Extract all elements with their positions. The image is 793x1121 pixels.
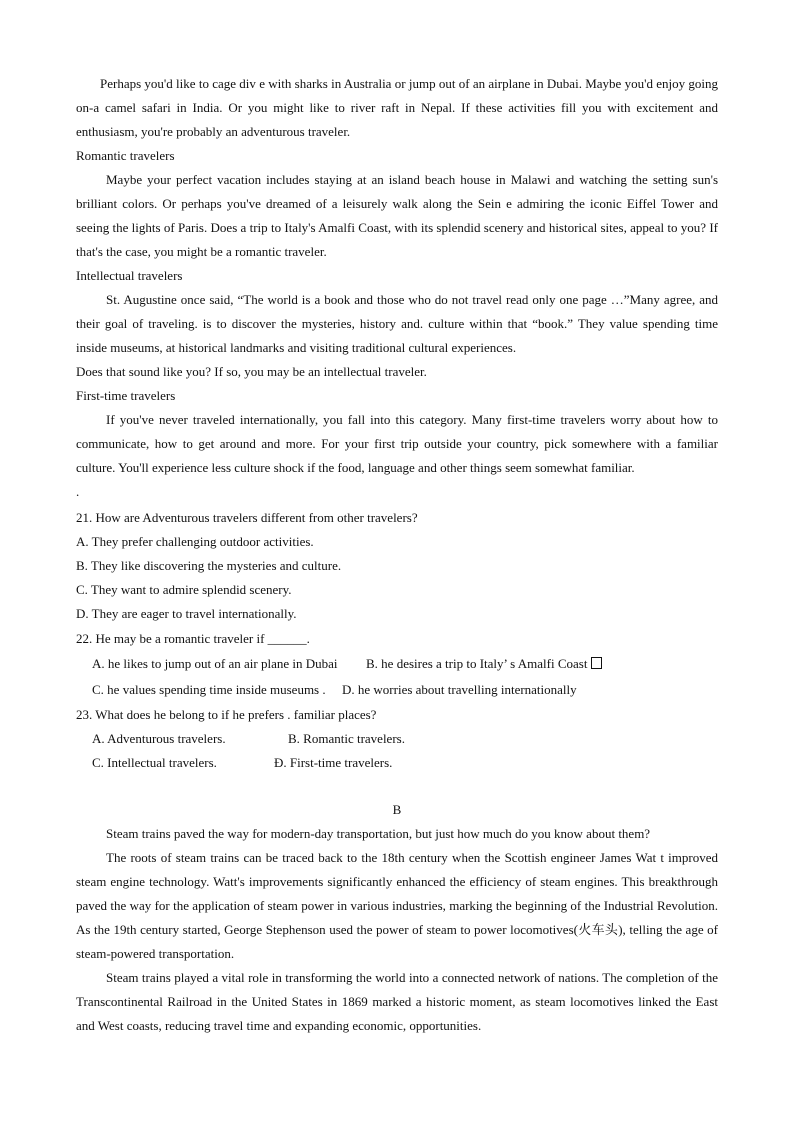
q21-option-c: C. They want to admire splendid scenery.: [76, 582, 292, 597]
q21-option-a: A. They prefer challenging outdoor activities.: [76, 534, 314, 549]
section-b-passage: [76, 798, 718, 1038]
q23-option-a: A. Adventurous travelers.: [92, 731, 226, 746]
question-21: [76, 506, 718, 626]
q22-stem: 22. He may be a romantic traveler if ______.: [76, 631, 310, 646]
q22-option-d: D. he worries about travelling internationally: [342, 682, 577, 697]
intellectual-heading: Intellectual travelers: [76, 268, 183, 283]
q23-stem: 23. What does he belong to if he prefers . familiar places?: [76, 707, 377, 722]
firsttime-heading: First-time travelers: [76, 388, 176, 403]
section-b-label: B: [392, 802, 402, 817]
section-b-paragraph-2: The roots of steam trains can be traced back to the 18th century when the Scottish engineer James Wat t improved steam engine technology. Watt's improvements significantly enhanced the efficiency of steam engines. This breakthrough paved the way for the application of steam power in various industries, marking the beginning of the Industrial Revolution. As the 19th century started, George Stephenson used the power of steam to power locomotives(火车头), telling the age of steam-powered transportation.: [76, 850, 718, 961]
q23-option-d: Đ. First-time travelers.: [274, 755, 393, 770]
firsttime-paragraph: If you've never traveled internationally, you fall into this category. Many first-time travelers worry about how to communicate, how to get around and more. For your first trip outside your country, pick somewhere with a familiar culture. You'll experience less culture shock if the food, language and other things seem somewhat familiar.: [76, 412, 718, 475]
stray-dot: .: [76, 484, 80, 499]
q23-option-b: B. Romantic travelers.: [288, 731, 405, 746]
romantic-heading: Romantic travelers: [76, 148, 175, 163]
q22-option-a: A. he likes to jump out of an air plane in Dubai: [92, 656, 338, 671]
q21-option-b: B. They like discovering the mysteries and culture.: [76, 558, 342, 573]
q21-stem: 21. How are Adventurous travelers different from other travelers?: [76, 510, 418, 525]
question-23: [76, 703, 718, 775]
q22-option-c: C. he values spending time inside museums .: [92, 682, 326, 697]
intro-paragraph: Perhaps you'd like to cage div e with sharks in Australia or jump out of an airplane in Dubai. Maybe you'd enjoy going on-a camel safari in India. Or you might like to river raft in Nepal. If these activities fill you with excitement and enthusiasm, you're probably an adventurous traveler.: [76, 76, 718, 139]
section-a-passage: [76, 72, 718, 504]
romantic-paragraph: Maybe your perfect vacation includes staying at an island beach house in Malawi and watching the setting sun's brilliant colors. Or perhaps you've dreamed of a leisurely walk along the Sein e admiring the iconic Eiffel Tower and seeing the lights of Paris. Does a trip to Italy's Amalfi Coast, with its splendid scenery and historical sites, appeal to you? If that's the case, you might be a romantic traveler.: [76, 172, 718, 259]
q23-option-c: C. Intellectual travelers.: [92, 755, 217, 770]
section-b-paragraph-3: Steam trains played a vital role in transforming the world into a connected network of nations. The completion of the Transcontinental Railroad in the United States in 1869 marked a historic moment, as steam locomotives linked the East and West coasts, reducing travel time and expanding economic, opportunities.: [76, 970, 718, 1033]
q22-option-b: B. he desires a trip to Italy’ s Amalfi Coast: [366, 656, 588, 671]
question-22: [76, 627, 718, 703]
intellectual-question: Does that sound like you? If so, you may be an intellectual traveler.: [76, 364, 427, 379]
q22-option-b-wrap: [366, 651, 602, 677]
section-b-paragraph-1: Steam trains paved the way for modern-day transportation, but just how much do you know about them?: [106, 826, 651, 841]
q21-option-d: D. They are eager to travel internationally.: [76, 606, 297, 621]
intellectual-paragraph: St. Augustine once said, “The world is a book and those who do not travel read only one page …”Many agree, and their goal of traveling. is to discover the mysteries, history and. culture within that “book.” They value spending time inside museums, at historical landmarks and visiting traditional cultural experiences.: [76, 292, 718, 355]
empty-box-icon: [591, 657, 602, 669]
